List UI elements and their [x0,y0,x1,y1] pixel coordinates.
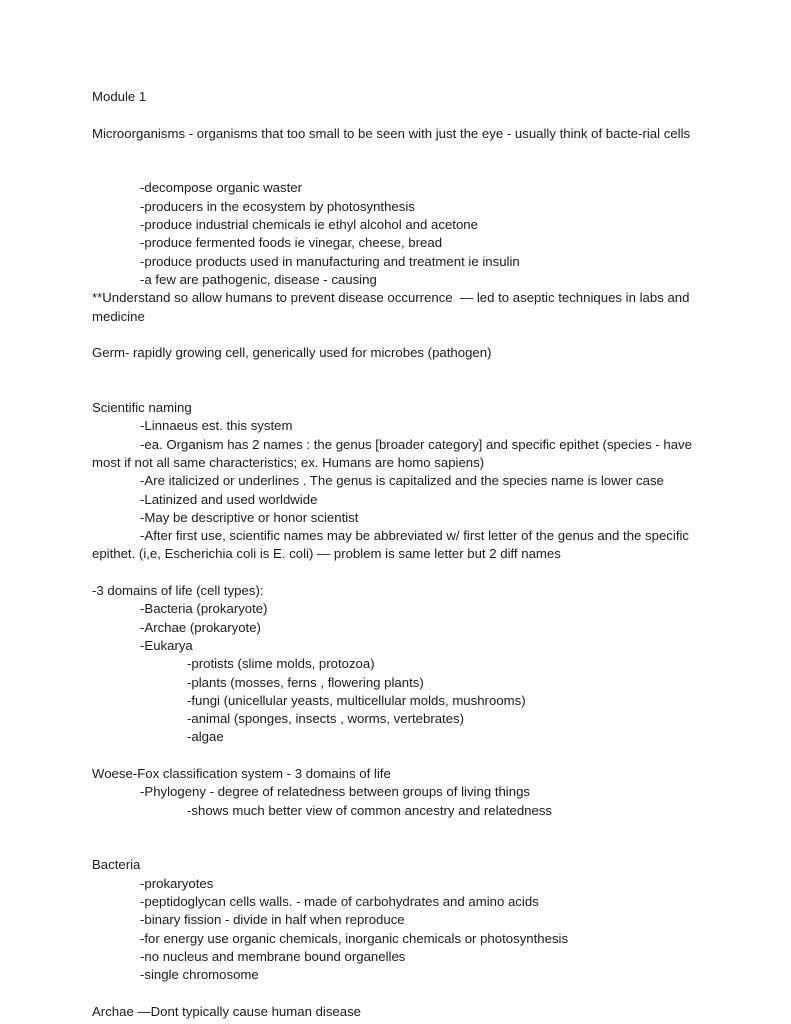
blank-line [92,985,704,1003]
bullet-line: -for energy use organic chemicals, inorganic chemicals or photosynthesis [140,930,569,946]
blank-line [92,838,704,856]
bullet-line: -shows much better view of common ancestry and relatedness [187,802,553,818]
blank-line [92,106,704,124]
paragraph: Woese-Fox classification system - 3 domains of life [92,765,391,781]
bullet-line: -decompose organic waster [140,180,302,196]
bullet-line: -prokaryotes [140,875,214,891]
paragraph: -3 domains of life (cell types): [92,583,264,599]
document-body [92,88,704,1021]
bullet-line: -single chromosome [140,967,259,983]
paragraph: Archae —Dont typically cause human disease [92,1003,362,1019]
bullet-line: -Are italicized or underlines . The genus is capitalized and the species name is lower case [140,473,664,489]
bullet-line: -Archae (prokaryote) [140,619,261,635]
paragraph: **Understand so allow humans to prevent disease occurrence — led to aseptic techniques in labs and medicine [92,290,694,324]
bullet-line: -plants (mosses, ferns , flowering plants) [187,674,424,690]
bullet-line: -producers in the ecosystem by photosynthesis [140,198,415,214]
paragraph: Microorganisms - organisms that too small to be seen with just the eye - usually think of bacte-rial cells [92,125,691,141]
bullet-line: -After first use, scientific names may be abbreviated w/ first letter of the genus and the specific epithet. (i,e, Escherichia coli is E. coli) — problem is same letter but 2 diff names [92,528,693,562]
blank-line [92,381,704,399]
bullet-line: -peptidoglycan cells walls. - made of carbohydrates and amino acids [140,894,539,910]
blank-line [92,564,704,582]
bullet-line: -fungi (unicellular yeasts, multicellular molds, mushrooms) [187,692,526,708]
bullet-line: -ea. Organism has 2 names : the genus [broader category] and specific epithet (species - have most if not all same characteristics; ex. Humans are homo sapiens) [92,436,696,470]
blank-line [92,820,704,838]
blank-line [92,143,704,161]
bullet-line: -May be descriptive or honor scientist [140,509,359,525]
bullet-line: -no nucleus and membrane bound organelles [140,948,406,964]
blank-line [92,747,704,765]
bullet-line: -a few are pathogenic, disease - causing [140,271,377,287]
bullet-line: -animal (sponges, insects , worms, vertebrates) [187,711,465,727]
blank-line [92,362,704,380]
bullet-line: -Latinized and used worldwide [140,491,318,507]
blank-line [92,161,704,179]
bullet-line: -Phylogeny - degree of relatedness between groups of living things [140,784,531,800]
paragraph: Scientific naming [92,400,192,416]
bullet-line: -produce industrial chemicals ie ethyl alcohol and acetone [140,217,478,233]
bullet-line: -binary fission - divide in half when reproduce [140,912,405,928]
paragraph: Bacteria [92,857,141,873]
blank-line [92,326,704,344]
paragraph: Germ- rapidly growing cell, generically used for microbes (pathogen) [92,345,492,361]
bullet-line: -Bacteria (prokaryote) [140,601,268,617]
bullet-line: -algae [187,729,224,745]
paragraph: Module 1 [92,89,147,104]
bullet-line: -protists (slime molds, protozoa) [187,656,375,672]
bullet-line: -Linnaeus est. this system [140,418,293,434]
bullet-line: -produce products used in manufacturing and treatment ie insulin [140,253,520,269]
bullet-line: -produce fermented foods ie vinegar, cheese, bread [140,235,443,251]
bullet-line: -Eukarya [140,637,193,653]
